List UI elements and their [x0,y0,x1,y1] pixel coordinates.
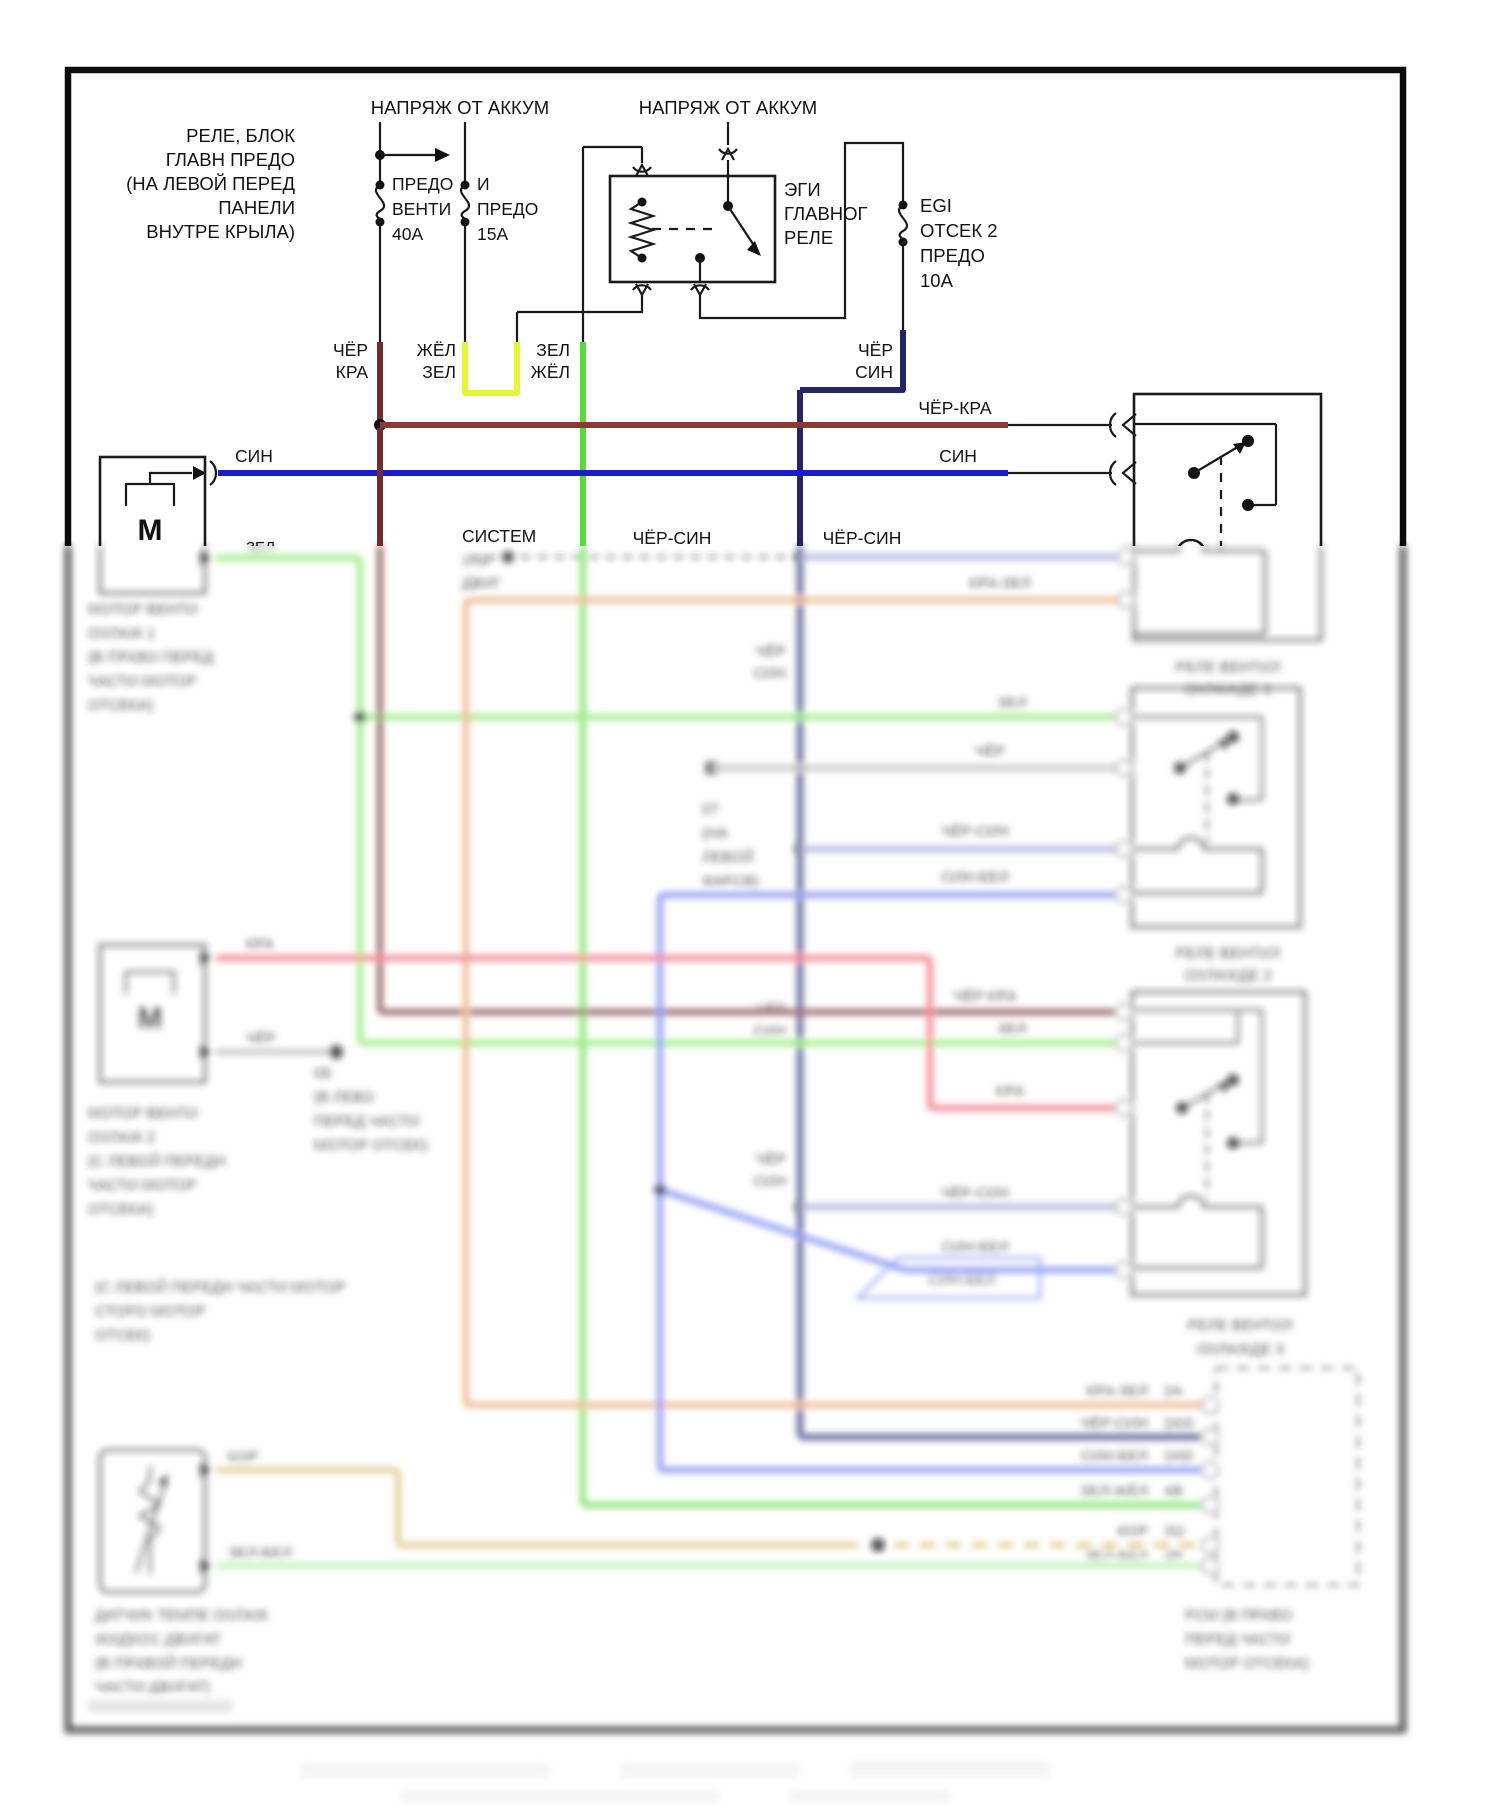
blur-fade-overlay [0,546,1500,1814]
